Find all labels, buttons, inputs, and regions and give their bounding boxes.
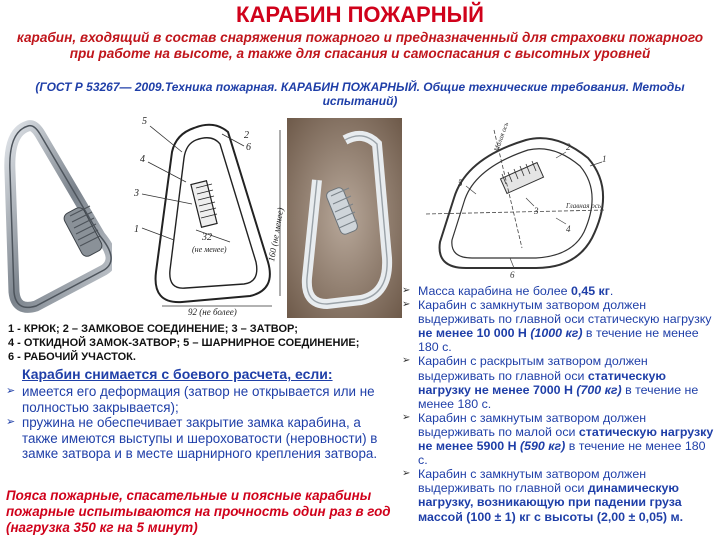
parts-line-1: 1 - КРЮК; 2 – ЗАМКОВОЕ СОЕДИНЕНИЕ; 3 – ЗАТВОР; xyxy=(8,323,298,335)
callout-2: 2 xyxy=(244,130,249,141)
spec-item-static-minor xyxy=(402,411,718,467)
spec-text: . xyxy=(609,284,614,298)
page-title: КАРАБИН ПОЖАРНЫЙ xyxy=(236,2,484,27)
dim-gap: 32 xyxy=(202,232,212,243)
axes-callout-5: 5 xyxy=(458,178,463,188)
spec-value: динамическую xyxy=(587,481,680,496)
axes-callout-1: 1 xyxy=(602,154,607,164)
axes-callout-4: 4 xyxy=(566,224,571,234)
carabiner-photo-right xyxy=(287,118,402,318)
removal-conditions xyxy=(6,384,398,462)
axes-callout-3: 3 xyxy=(534,206,539,216)
major-axis-label: Главная ось xyxy=(566,202,602,210)
spec-text: в течение не менее 180 с. xyxy=(418,326,699,355)
spec-text: Масса карабина не более xyxy=(418,284,571,298)
spec-value: статическую нагрузку не менее 7000 Н xyxy=(418,368,666,397)
carabiner-axes-diagram xyxy=(406,118,616,282)
parts-legend xyxy=(8,322,398,364)
spec-value-kg: (700 кг) xyxy=(576,382,622,397)
spec-text: Карабин с замкнутым затвором должен выдерживать по главной оси статическую нагрузку xyxy=(418,298,712,327)
parts-line-3: 6 - РАБОЧИЙ УЧАСТОК. xyxy=(8,351,136,363)
spec-value: статическую нагрузку не менее 5900 Н xyxy=(418,424,714,454)
spec-text: Карабин с раскрытым затвором должен выдерживать по главной оси xyxy=(418,354,648,383)
spec-text: Карабин с замкнутым затвором должен выдерживать по главной оси xyxy=(418,467,647,496)
removal-item: ➢ имеется его деформация (затвор не открывается или не полностью закрывается); xyxy=(6,384,398,415)
removal-heading: Карабин снимается с боевого расчета, если: xyxy=(22,366,333,382)
callout-6: 6 xyxy=(246,142,251,153)
spec-item-mass xyxy=(402,284,718,298)
dim-width: 92 (не более) xyxy=(188,307,237,317)
removal-item: ➢ пружина не обеспечивает закрытие замка карабина, а также имеются выступы и шероховатости (неровности) в замке затвора и в месте шарнирного крепления затвора. xyxy=(6,415,398,462)
dim-height: 160 (не менее) xyxy=(266,206,286,263)
definition-text: карабин, входящий в состав снаряжения пожарного и предназначенный для страховки пожарного при работе на высоте, а также для спасания и самоспасания с высотных уровней xyxy=(16,30,704,61)
spec-text: в течение не менее 180 с. xyxy=(418,439,706,468)
spec-value: 0,45 кг xyxy=(570,284,610,298)
spec-item-static-open xyxy=(402,354,718,410)
carabiner-photo-left xyxy=(0,112,120,317)
parts-line-2: 4 - ОТКИДНОЙ ЗАМОК-ЗАТВОР; 5 – ШАРНИРНОЕ СОЕДИНЕНИЕ; xyxy=(8,337,360,349)
spec-value-kg: (590 кг) xyxy=(520,439,566,454)
carabiner-technical-drawing xyxy=(112,112,287,317)
belts-test-note: Пояса пожарные, спасательные и поясные карабины пожарные испытываются на прочность один раз в год (нагрузка 350 кг на 5 минут) xyxy=(6,488,391,535)
gost-reference: (ГОСТ Р 53267— 2009.Техника пожарная. КАРАБИН ПОЖАРНЫЙ. Общие технические требования. Методы испытаний) xyxy=(35,80,685,108)
spec-value-kg: (1000 кг) xyxy=(530,326,583,341)
spec-value: нагрузку, возникающую при падении груза массой (100 ± 1) кг с высоты (2,00 ± 0,05) м. xyxy=(418,495,684,524)
spec-value: не менее 10 000 Н xyxy=(418,326,527,341)
minor-axis-label: Малая ось xyxy=(492,121,511,153)
specs-list xyxy=(402,284,718,524)
axes-callout-6: 6 xyxy=(510,270,515,280)
dim-gap-note: (не менее) xyxy=(192,245,227,254)
callout-1: 1 xyxy=(134,224,139,235)
callout-5: 5 xyxy=(142,116,147,127)
callout-4: 4 xyxy=(140,154,145,165)
callout-3: 3 xyxy=(134,188,139,199)
spec-item-static-closed xyxy=(402,298,718,354)
spec-text: в течение не менее 180 с. xyxy=(418,382,699,411)
axes-callout-2: 2 xyxy=(566,142,571,152)
spec-item-dynamic xyxy=(402,467,718,523)
spec-text: Карабин с замкнутым затвором должен выдерживать по малой оси xyxy=(418,410,647,439)
